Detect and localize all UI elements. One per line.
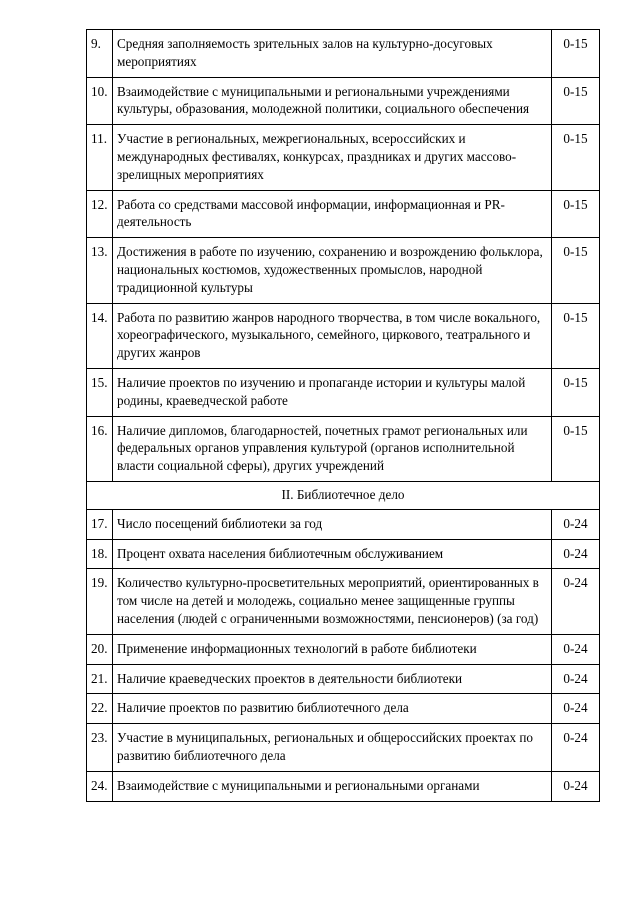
score-range: 0-24 xyxy=(552,724,600,772)
criterion-text: Наличие краеведческих проектов в деятельности библиотеки xyxy=(113,664,552,694)
criterion-text: Взаимодействие с муниципальными и региональными органами xyxy=(113,771,552,801)
row-number: 18. xyxy=(87,539,113,569)
table-row xyxy=(87,694,600,724)
row-number: 11. xyxy=(87,125,113,190)
row-number: 14. xyxy=(87,303,113,368)
score-range: 0-15 xyxy=(552,238,600,303)
row-number: 13. xyxy=(87,238,113,303)
row-number: 9. xyxy=(87,30,113,78)
criterion-text: Работа со средствами массовой информации, информационная и PR-деятельность xyxy=(113,190,552,238)
table-row xyxy=(87,539,600,569)
score-range: 0-24 xyxy=(552,664,600,694)
table-row xyxy=(87,238,600,303)
row-number: 24. xyxy=(87,771,113,801)
table-row xyxy=(87,509,600,539)
score-range: 0-24 xyxy=(552,539,600,569)
row-number: 19. xyxy=(87,569,113,634)
table-row xyxy=(87,30,600,78)
criterion-text: Средняя заполняемость зрительных залов на культурно-досуговых мероприятиях xyxy=(113,30,552,78)
criterion-text: Взаимодействие с муниципальными и региональными учреждениями культуры, образования, молодежной политики, социального обеспечения xyxy=(113,77,552,125)
row-number: 17. xyxy=(87,509,113,539)
row-number: 20. xyxy=(87,634,113,664)
row-number: 12. xyxy=(87,190,113,238)
table-row xyxy=(87,190,600,238)
criterion-text: Наличие проектов по развитию библиотечного дела xyxy=(113,694,552,724)
row-number: 10. xyxy=(87,77,113,125)
criterion-text: Участие в региональных, межрегиональных, всероссийских и международных фестивалях, конкурсах, праздниках и других массово-зрелищных мероприятиях xyxy=(113,125,552,190)
criterion-text: Работа по развитию жанров народного творчества, в том числе вокального, хореографического, музыкального, семейного, циркового, театрального и других жанров xyxy=(113,303,552,368)
table-row xyxy=(87,368,600,416)
score-range: 0-24 xyxy=(552,694,600,724)
score-range: 0-15 xyxy=(552,303,600,368)
score-range: 0-15 xyxy=(552,190,600,238)
criterion-text: Число посещений библиотеки за год xyxy=(113,509,552,539)
criterion-text: Количество культурно-просветительных мероприятий, ориентированных в том числе на детей и молодежь, социально менее защищенные группы населения (людей с ограниченными возможностями, пенсионеров) (за год) xyxy=(113,569,552,634)
table-row xyxy=(87,771,600,801)
score-range: 0-15 xyxy=(552,77,600,125)
table-row xyxy=(87,724,600,772)
score-range: 0-24 xyxy=(552,569,600,634)
criteria-table xyxy=(86,29,600,802)
criterion-text: Применение информационных технологий в работе библиотеки xyxy=(113,634,552,664)
row-number: 21. xyxy=(87,664,113,694)
criterion-text: Участие в муниципальных, региональных и общероссийских проектах по развитию библиотечного дела xyxy=(113,724,552,772)
score-range: 0-15 xyxy=(552,30,600,78)
table-row xyxy=(87,125,600,190)
score-range: 0-15 xyxy=(552,368,600,416)
criterion-text: Достижения в работе по изучению, сохранению и возрождению фольклора, национальных костюмов, художественных промыслов, народной традиционной культуры xyxy=(113,238,552,303)
score-range: 0-24 xyxy=(552,509,600,539)
table-row xyxy=(87,634,600,664)
score-range: 0-15 xyxy=(552,125,600,190)
criterion-text: Процент охвата населения библиотечным обслуживанием xyxy=(113,539,552,569)
criterion-text: Наличие дипломов, благодарностей, почетных грамот региональных или федеральных органов управления культурой (органов исполнительной власти социальной сферы), других учреждений xyxy=(113,416,552,481)
score-range: 0-24 xyxy=(552,771,600,801)
row-number: 23. xyxy=(87,724,113,772)
table-row xyxy=(87,77,600,125)
table-row xyxy=(87,303,600,368)
score-range: 0-24 xyxy=(552,634,600,664)
table-row xyxy=(87,416,600,481)
section-title: II. Библиотечное дело xyxy=(87,481,600,509)
section-header-row xyxy=(87,481,600,509)
criterion-text: Наличие проектов по изучению и пропаганде истории и культуры малой родины, краеведческой работе xyxy=(113,368,552,416)
table-row xyxy=(87,664,600,694)
row-number: 16. xyxy=(87,416,113,481)
row-number: 15. xyxy=(87,368,113,416)
table-row xyxy=(87,569,600,634)
score-range: 0-15 xyxy=(552,416,600,481)
row-number: 22. xyxy=(87,694,113,724)
